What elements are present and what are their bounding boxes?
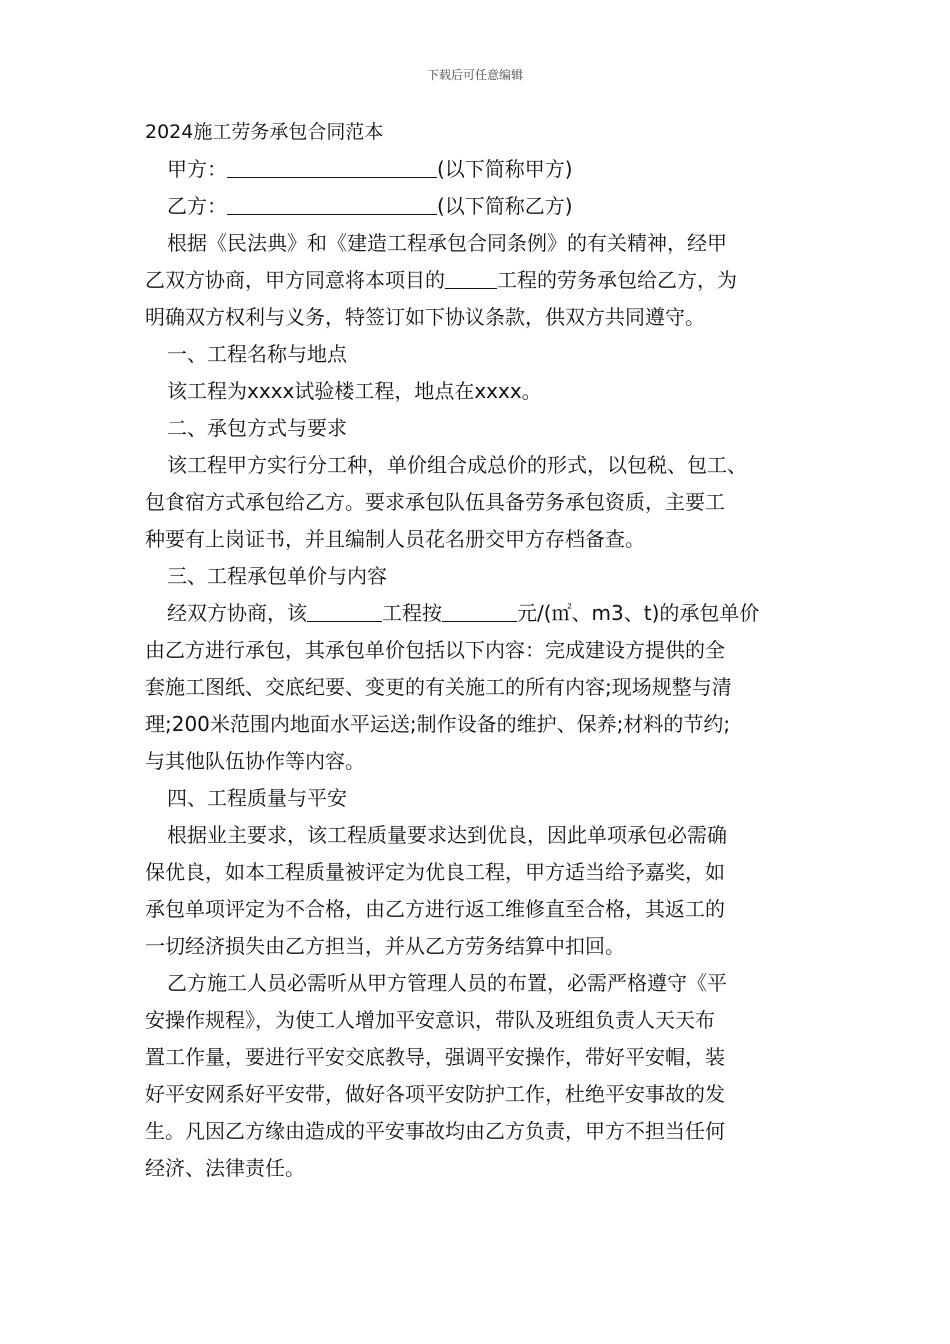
- party-a-line: [145, 151, 810, 188]
- party-b-label: 乙方：: [167, 194, 227, 218]
- intro-line-1: 根据《民法典》和《建造工程承包合同条例》的有关精神，经甲: [167, 231, 727, 255]
- work-type-blank: [307, 599, 382, 622]
- party-a-suffix: (以下简称甲方): [437, 157, 573, 181]
- section-4-p2-line-6: 经济、法律责任。: [145, 1156, 305, 1180]
- section-1-title: 一、工程名称与地点: [167, 342, 347, 366]
- section-3-line-1-start: 经双方协商，该: [167, 601, 307, 625]
- intro-line-2: [145, 262, 810, 299]
- section-2-line-2: 包食宿方式承包给乙方。要求承包队伍具备劳务承包资质，主要工: [145, 490, 725, 514]
- section-4-p2-line-3: 置工作量，要进行平安交底教导，强调平安操作，带好平安帽，装: [145, 1045, 725, 1069]
- section-3-line-1: [145, 595, 810, 632]
- section-3-line-1-mid: 工程按: [382, 601, 442, 625]
- section-2-title: 二、承包方式与要求: [167, 416, 347, 440]
- document-title: 2024施工劳务承包合同范本: [145, 121, 384, 143]
- section-4-p1-line-1: 根据业主要求，该工程质量要求达到优良，因此单项承包必需确: [167, 823, 727, 847]
- section-2-line-1: 该工程甲方实行分工种，单价组合成总价的形式，以包税、包工、: [167, 453, 747, 477]
- section-4-title: 四、工程质量与平安: [167, 786, 347, 810]
- intro-line-3: 明确双方权利与义务，特签订如下协议条款，供双方共同遵守。: [145, 305, 705, 329]
- party-b-suffix: (以下简称乙方): [437, 194, 573, 218]
- intro-line-2-start: 乙双方协商，甲方同意将本项目的: [145, 268, 445, 292]
- party-a-label: 甲方：: [167, 157, 227, 181]
- section-4-p2-line-5: 生。凡因乙方缘由造成的平安事故均由乙方负责，甲方不担当任何: [145, 1119, 725, 1143]
- section-1-text: 该工程为xxxx试验楼工程，地点在xxxx。: [167, 379, 542, 403]
- section-4-p1-line-3: 承包单项评定为不合格，由乙方进行返工维修直至合格，其返工的: [145, 897, 725, 921]
- section-4-p2-line-1: 乙方施工人员必需听从甲方管理人员的布置，必需严格遵守《平: [167, 971, 727, 995]
- unit-price-blank: [442, 599, 517, 622]
- page-header-note: 下载后可任意编辑: [426, 68, 523, 82]
- section-4-p2-line-4: 好平安网系好平安带，做好各项平安防护工作，杜绝平安事故的发: [145, 1082, 725, 1106]
- section-3-line-1-end: 元/(㎡、m3、t)的承包单价: [517, 601, 760, 625]
- intro-line-2-end: 工程的劳务承包给乙方，为: [497, 268, 737, 292]
- section-4-p1-line-2: 保优良，如本工程质量被评定为优良工程，甲方适当给予嘉奖，如: [145, 860, 725, 884]
- section-3-line-5: 与其他队伍协作等内容。: [145, 749, 365, 773]
- section-4-p2-line-2: 安操作规程》，为使工人增加平安意识，带队及班组负责人天天布: [145, 1008, 715, 1032]
- section-3-line-2: 由乙方进行承包，其承包单价包括以下内容：完成建设方提供的全: [145, 638, 725, 662]
- party-b-blank: [227, 192, 437, 215]
- section-2-line-3: 种要有上岗证书，并且编制人员花名册交甲方存档备查。: [145, 527, 645, 551]
- section-4-p1-line-4: 一切经济损失由乙方担当，并从乙方劳务结算中扣回。: [145, 934, 625, 958]
- party-b-line: [145, 188, 810, 225]
- section-3-title: 三、工程承包单价与内容: [167, 564, 387, 588]
- document-body: [145, 114, 810, 1187]
- section-3-line-3: 套施工图纸、交底纪要、变更的有关施工的所有内容;现场规整与清: [145, 675, 732, 699]
- project-name-blank: [445, 266, 497, 289]
- party-a-blank: [227, 155, 437, 178]
- section-3-line-4: 理;200米范围内地面水平运送;制作设备的维护、保养;材料的节约;: [145, 712, 731, 736]
